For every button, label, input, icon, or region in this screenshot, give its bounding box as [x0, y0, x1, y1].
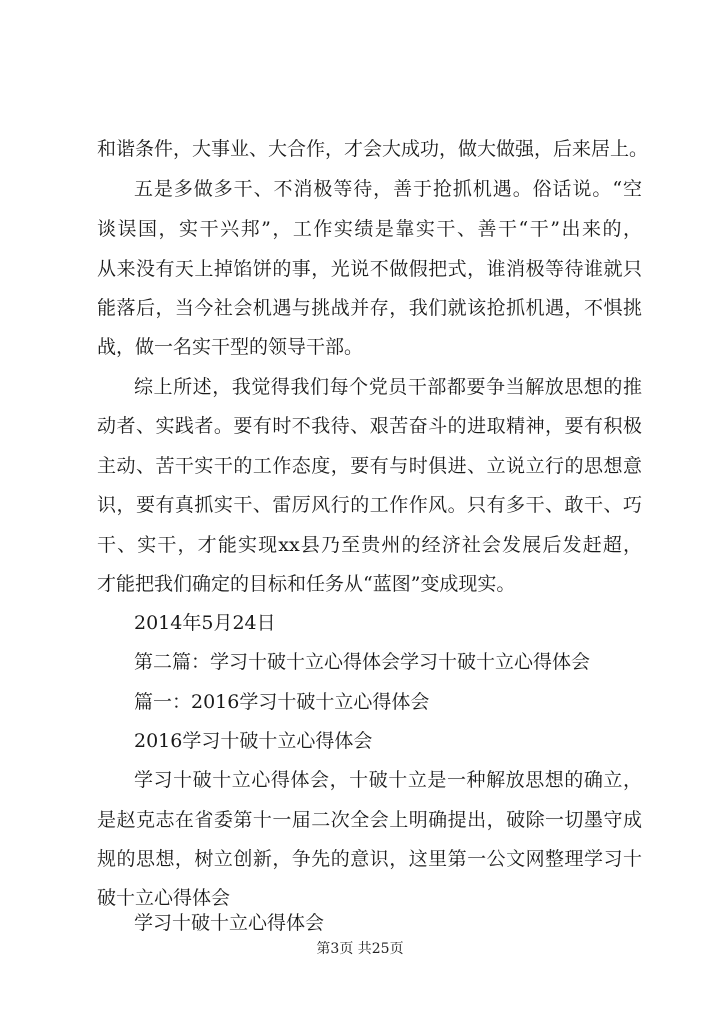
paragraph-line: 和谐条件，大事业、大合作，才会大成功，做大做强，后来居上。: [97, 138, 649, 160]
paragraph-line: 破十立心得体会: [97, 887, 231, 909]
date-line: 2014年5月24日: [134, 612, 276, 634]
paragraph-line: 动者、实践者。要有时不我待、艰苦奋斗的进取精神，要有积极: [97, 415, 642, 437]
paragraph-line: 能落后，当今社会机遇与挑战并存，我们就该抢抓机遇，不惧挑: [97, 297, 642, 319]
paragraph-line: 才能把我们确定的目标和任务从“蓝图”变成现实。: [97, 573, 516, 595]
paragraph-line: 谈误国，实干兴邦”，工作实绩是靠实干、善干“干”出来的，: [97, 218, 642, 240]
page-number-footer: 第3页 共25页: [316, 941, 404, 957]
paragraph-line: 识，要有真抓实干、雷厉风行的工作作风。只有多干、敢干、巧: [97, 494, 642, 516]
paragraph-line: 规的思想，树立创新，争先的意识，这里第一公文网整理学习十: [97, 848, 642, 870]
paragraph-line: 综上所述，我觉得我们每个党员干部都要争当解放思想的推: [134, 376, 642, 398]
paragraph-line: 战，做一名实干型的领导干部。: [97, 336, 364, 358]
section-heading: 第二篇：学习十破十立心得体会学习十破十立心得体会: [134, 651, 591, 673]
paragraph-line: 五是多做多干、不消极等待，善于抢抓机遇。俗话说。“空: [134, 178, 642, 200]
paragraph-line: 主动、苦干实干的工作态度，要有与时俱进、立说立行的思想意: [97, 455, 642, 477]
paragraph-line: 干、实干，才能实现xx县乃至贵州的经济社会发展后发赶超，: [97, 534, 642, 556]
paragraph-line: 学习十破十立心得体会，十破十立是一种解放思想的确立，: [134, 769, 642, 791]
sub-heading: 篇一：2016学习十破十立心得体会: [134, 691, 430, 713]
sub-heading: 2016学习十破十立心得体会: [134, 730, 373, 752]
paragraph-line: 是赵克志在省委第十一届二次全会上明确提出，破除一切墨守成: [97, 809, 642, 831]
paragraph-line: 从来没有天上掉馅饼的事，光说不做假把式，谁消极等待谁就只: [97, 258, 642, 280]
sub-heading: 学习十破十立心得体会: [134, 912, 325, 934]
